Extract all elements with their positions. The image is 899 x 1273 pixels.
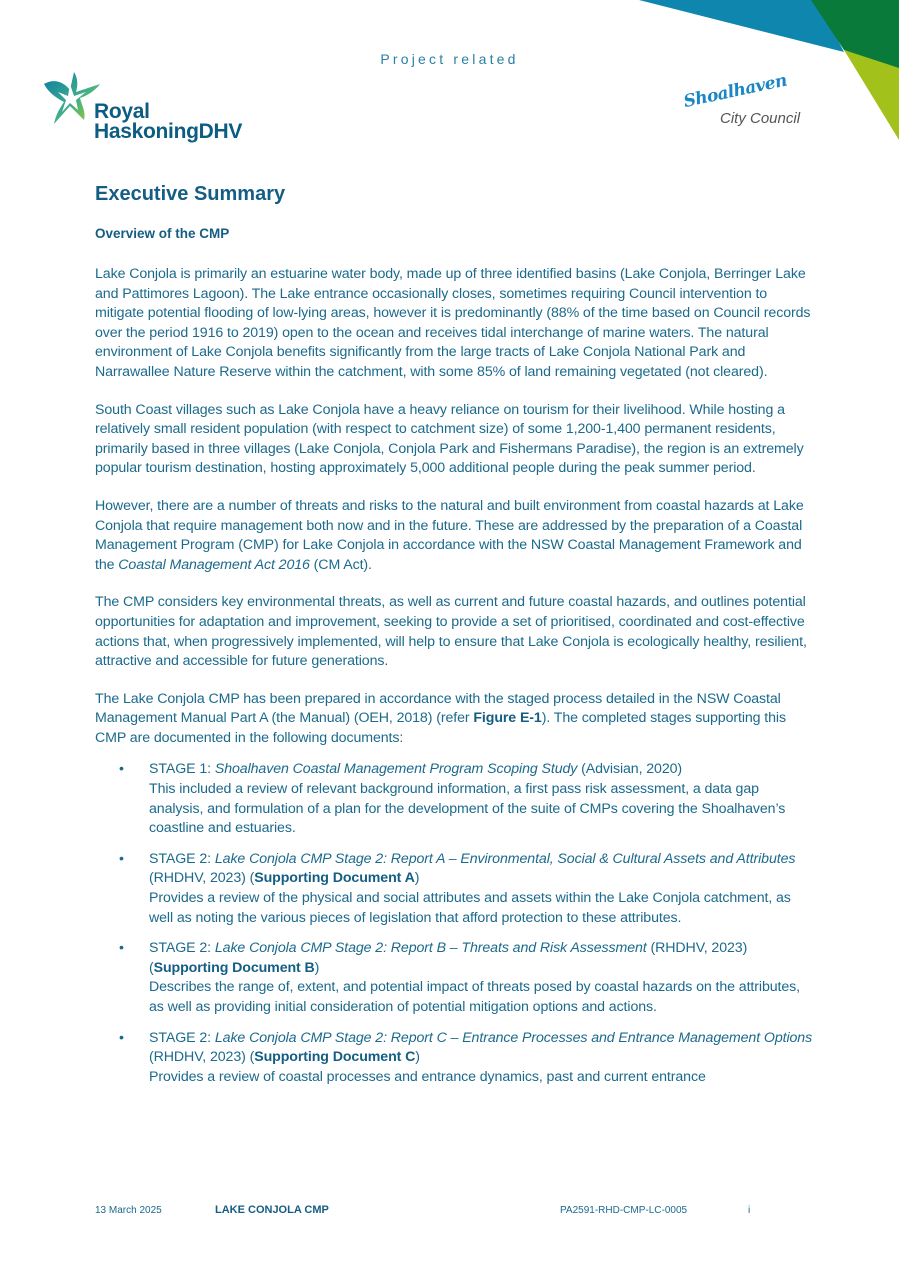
shoalhaven-script: Shoalhaven <box>681 70 789 112</box>
footer-page-number: i <box>748 1205 751 1216</box>
shoalhaven-city-council-logo <box>681 70 826 136</box>
stage-label: STAGE 2: <box>149 940 215 957</box>
page-title: Executive Summary <box>95 183 286 205</box>
bullet-icon: • <box>119 850 124 867</box>
paren: ( <box>249 1049 255 1066</box>
report-title: Lake Conjola CMP Stage 2: Report B – Threats and Risk Assessment <box>214 940 647 957</box>
text-span: However, there are a number of threats and risks to the natural and built environment from coastal hazards at Lake Conjola that require management both now and in the future. These are addressed by the preparation of a Coastal Management Program (CMP) for Lake Conjola in accordance with the NSW Coastal Management Framework and the <box>95 497 804 573</box>
report-title: Shoalhaven Coastal Management Program Scoping Study <box>214 761 578 778</box>
supporting-document-label: Supporting Document B <box>153 959 315 976</box>
stage-label: STAGE 2: <box>149 1029 215 1046</box>
section-heading: Overview of the CMP <box>95 226 230 241</box>
bullet-icon: • <box>119 940 124 957</box>
paragraph-staged-process <box>95 690 815 749</box>
stages-list <box>95 760 815 1087</box>
stage-description: This included a review of relevant background information, a first pass risk assessment, a data gap analysis, and formulation of a plan for the development of the suite of CMPs covering the Shoalhaven’s coastline and estuaries. <box>149 781 786 837</box>
royal-haskoningdhv-logo <box>42 70 252 150</box>
bullet-icon: • <box>119 1029 124 1046</box>
supporting-document-label: Supporting Document C <box>254 1049 416 1066</box>
stage-label: STAGE 2: <box>149 850 215 867</box>
paren: ) <box>414 870 420 887</box>
citation: (RHDHV, 2023) <box>149 870 250 887</box>
paragraph-tourism: South Coast villages such as Lake Conjola have a heavy reliance on tourism for their livelihood. While hosting a relatively small resident population (with respect to catchment size) of some 1,200-1,400 permanent residents, primarily based in three villages (Lake Conjola, Conjola Park and Fishermans Paradise), the region is an extremely popular tourism destination, hosting approximately 5,000 additional people during the peak summer period. <box>95 401 804 477</box>
stage-description: Describes the range of, extent, and potential impact of threats posed by coastal hazards on the attributes, as well as providing initial consideration of potential mitigation options and actions. <box>149 979 800 1015</box>
list-item-stage2-report-b <box>119 939 815 1017</box>
citation: (RHDHV, 2023) <box>646 940 748 957</box>
text-span: (CM Act). <box>309 556 372 573</box>
paragraph-overview: Lake Conjola is primarily an estuarine water body, made up of three identified basins (Lake Conjola, Berringer Lake and Pattimores Lagoon). The Lake entrance occasionally closes, sometimes requiring Council intervention to mitigate potential flooding of low-lying areas, however it is predominantly (88% of the time based on Council records over the period 1916 to 2019) open to the ocean and receives tidal interchange of marine waters. The natural environment of Lake Conjola benefits significantly from the large tracts of Lake Conjola National Park and Narrawallee Nature Reserve within the catchment, with some 85% of land remaining vegetated (not cleared). <box>95 266 811 380</box>
logo-line2: HaskoningDHV <box>94 120 243 143</box>
paragraph-cmp-considers: The CMP considers key environmental threats, as well as current and future coastal hazards, and outlines potential opportunities for adaptation and improvement, seeking to provide a set of prioritised, coordinated and cost-effective actions that, when progressively implemented, will help to ensure that Lake Conjola is ecologically healthy, resilient, attractive and accessible for future generations. <box>95 594 807 670</box>
figure-reference: Figure E-1 <box>473 710 542 727</box>
bullet-icon: • <box>119 761 124 778</box>
citation: (RHDHV, 2023) <box>149 1049 250 1066</box>
paren: ( <box>249 870 255 887</box>
city-council-text: City Council <box>720 110 801 127</box>
document-body <box>95 180 815 1098</box>
logo-line1: Royal <box>94 100 150 123</box>
paren: ( <box>149 959 154 976</box>
stage-description: Provides a review of the physical and social attributes and assets within the Lake Conjola catchment, as well as noting the various pieces of legislation that afford protection to these attributes. <box>149 890 791 926</box>
text-span: ). The completed stages supporting this CMP are documented in the following documents: <box>95 710 786 746</box>
citation: (Advisian, 2020) <box>577 761 683 778</box>
classification-label: Project related <box>380 51 519 67</box>
paren: ) <box>314 959 320 976</box>
list-item-stage2-report-c <box>119 1029 815 1088</box>
report-title: Lake Conjola CMP Stage 2: Report C – Entrance Processes and Entrance Management Options <box>214 1029 813 1046</box>
stage-description: Provides a review of coastal processes and entrance dynamics, past and current entrance <box>149 1068 706 1085</box>
footer-doc-title: LAKE CONJOLA CMP <box>215 1204 329 1216</box>
list-item-stage1 <box>119 760 815 838</box>
paragraph-threats <box>95 497 815 575</box>
act-title: Coastal Management Act 2016 <box>118 556 310 573</box>
stage-label: STAGE 1: <box>149 761 215 778</box>
report-title: Lake Conjola CMP Stage 2: Report A – Environmental, Social & Cultural Assets and Attributes <box>214 850 796 867</box>
supporting-document-label: Supporting Document A <box>254 870 415 887</box>
footer-date: 13 March 2025 <box>95 1205 162 1216</box>
list-item-stage2-report-a <box>119 850 815 928</box>
paren: ) <box>415 1049 420 1066</box>
text-span: The Lake Conjola CMP has been prepared in accordance with the staged process detailed in the NSW Coastal Management Manual Part A (the Manual) (OEH, 2018) (refer <box>95 690 781 727</box>
footer-reference: PA2591-RHD-CMP-LC-0005 <box>560 1205 688 1216</box>
